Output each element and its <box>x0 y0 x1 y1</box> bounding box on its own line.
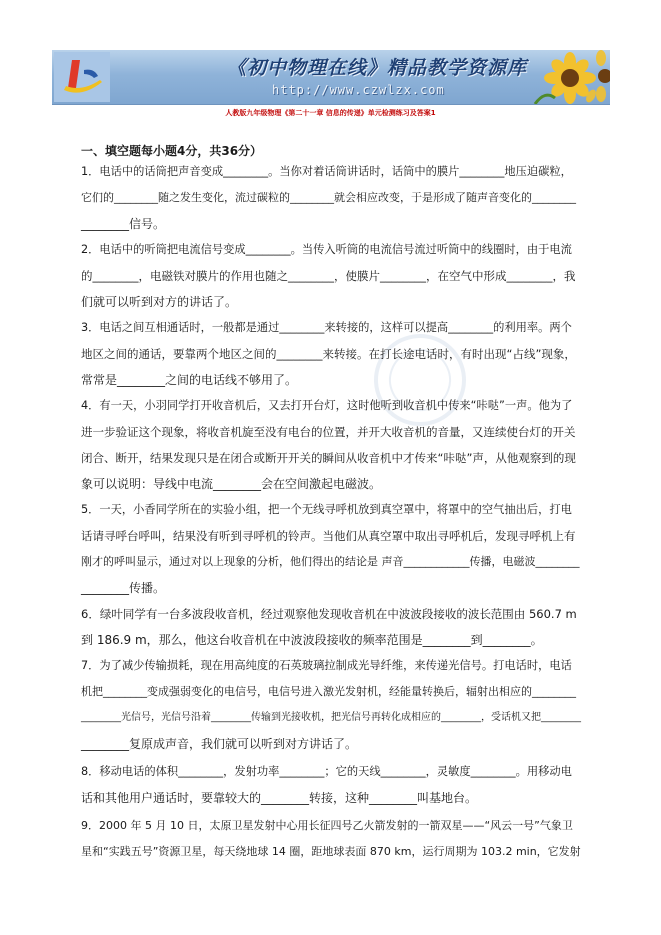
question-line: 9．2000 年 5 月 10 日，太原卫星发射中心用长征四号乙火箭发射的一箭双星——“风云一号”气象卫 <box>81 819 573 832</box>
question-line: 闭合、断开，结果发现只是在闭合或断开开关的瞬间从收音机中才传来“咔哒”声，从他观察到的现 <box>81 451 576 465</box>
question-line: 7．为了减少传输损耗，现在用高纯度的石英玻璃拉制成光导纤维，来传递光信号。打电话时，电话 <box>81 659 572 672</box>
site-logo-icon <box>54 52 110 102</box>
question-line: ________信号。 <box>81 217 166 231</box>
question-line: 5．一天，小香同学所在的实验小组，把一个无线寻呼机放到真空罩中，将罩中的空气抽出后，打电 <box>81 503 572 516</box>
question-line: 8．移动电话的体积________，发射功率________；它的天线________，灵敏度________。用移动电 <box>81 765 572 778</box>
section-heading: 一、填空题每小题4分，共36分） <box>81 144 263 158</box>
question-line: 话和其他用户通话时，要靠较大的________转接，这种________叫基地台。 <box>81 791 478 805</box>
header-banner <box>52 50 610 105</box>
sunflower-icon <box>515 50 610 104</box>
question-line: 机把________变成强弱变化的电信号，电信号进入激光发射机，经能量转换后，辐射出相应的________ <box>81 685 576 698</box>
question-line: 的________，电磁铁对膜片的作用也随之________，使膜片________，在空气中形成________，我 <box>81 269 576 283</box>
question-line: 1．电话中的话筒把声音变成________。当你对着话筒讲话时，话筒中的膜片________地压迫碳粒， <box>81 165 572 178</box>
banner-title: 《初中物理在线》精品教学资源库 <box>227 57 528 79</box>
question-line: ________复原成声音，我们就可以听到对方讲话了。 <box>81 737 358 751</box>
banner-url: http://www.czwlzx.com <box>272 83 445 97</box>
question-line: 到 186.9 m，那么，他这台收音机在中波波段接收的频率范围是________到________。 <box>81 633 543 647</box>
document-title: 人教版九年级物理《第二十一章 信息的传递》单元检测练习及答案1 <box>225 109 436 117</box>
question-line: ________传播。 <box>81 581 166 595</box>
question-line: 进一步验证这个现象，将收音机旋至没有电台的位置，并开大收音机的音量，又连续使台灯的开关 <box>81 425 576 439</box>
question-line: 刚才的呼叫显示，通过对以上现象的分析，他们得出的结论是 声音____________传播，电磁波________ <box>81 555 580 568</box>
question-line: 2．电话中的听筒把电流信号变成________。当传入听筒的电流信号流过听筒中的线圈时，由于电流 <box>81 243 572 256</box>
question-line: 地区之间的通话，要靠两个地区之间的________来转接。在打长途电话时，有时出现“占线”现象， <box>81 347 576 361</box>
question-line: 常常是________之间的电话线不够用了。 <box>81 373 298 387</box>
question-line: ________光信号，光信号沿着________传输到光接收机，把光信号再转化成相应的________，受话机又把________ <box>81 712 581 723</box>
question-line: 星和“实践五号”资源卫星，每天绕地球 14 圈，距地球表面 870 km，运行周期为 103.2 min，它发射 <box>81 845 581 858</box>
question-line: 4．有一天，小羽同学打开收音机后，又去打开台灯，这时他听到收音机中传来“咔哒”一声。他为了 <box>81 399 573 412</box>
question-line: 话请寻呼台呼叫，结果没有听到寻呼机的铃声。当他们从真空罩中取出寻呼机后，发现寻呼机上有 <box>81 529 576 543</box>
question-line: 6．绿叶同学有一台多波段收音机，经过观察他发现收音机在中波波段接收的波长范围由 560.7 m <box>81 607 577 621</box>
question-line: 3．电话之间互相通话时，一般都是通过________来转接的，这样可以提高________的利用率。两个 <box>81 321 572 334</box>
question-line: 象可以说明：导线中电流________会在空间激起电磁波。 <box>81 477 382 491</box>
question-line: 们就可以听到对方的讲话了。 <box>81 295 238 309</box>
question-line: 它们的________随之发生变化，流过碳粒的________就会相应改变，于是形成了随声音变化的________ <box>81 191 576 204</box>
